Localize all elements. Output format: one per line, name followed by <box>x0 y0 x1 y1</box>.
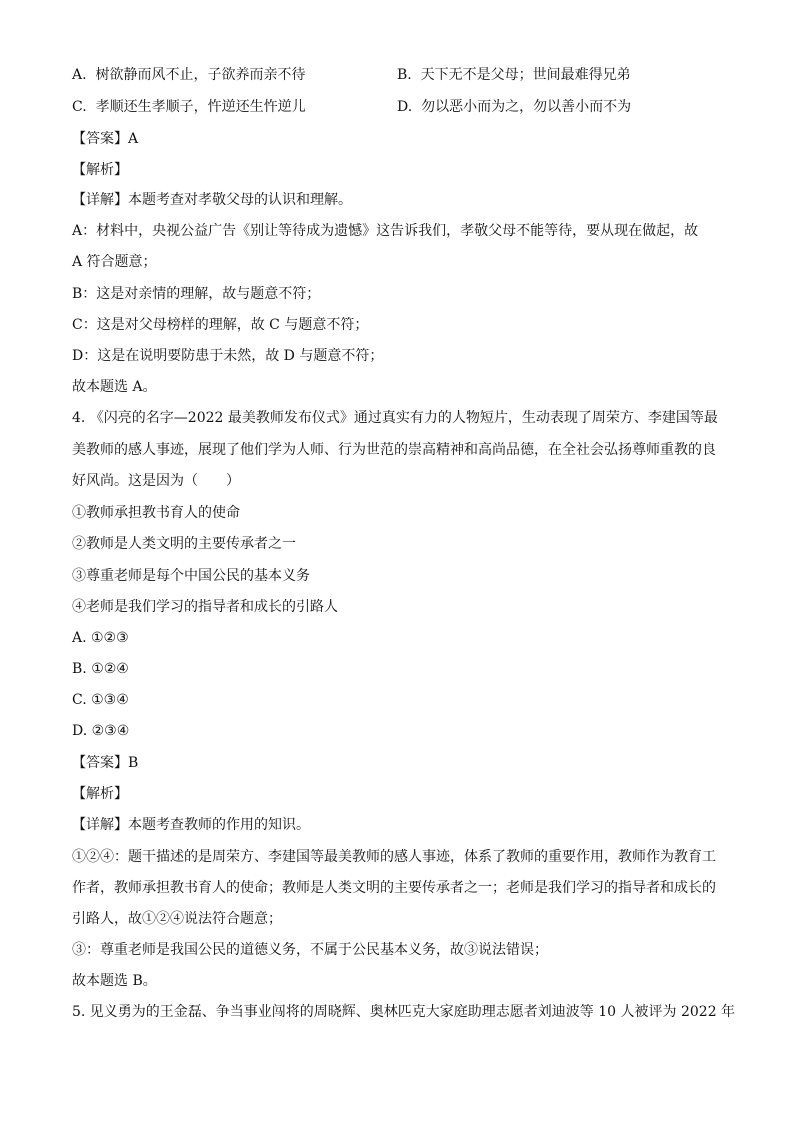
option-c: C. 孝顺还生孝顺子，忤逆还生忤逆儿 <box>72 99 306 115</box>
q4-analysis-line: 引路人，故①②④说法符合题意； <box>72 911 282 927</box>
q3-analysis-line: D：这是在说明要防患于未然，故 D 与题意不符； <box>72 348 384 364</box>
q4-analysis-heading: 【解析】 <box>72 786 128 802</box>
q4-choice-d: D. ②③④ <box>72 723 130 739</box>
q4-statement: ④老师是我们学习的指导者和成长的引路人 <box>72 599 338 615</box>
q3-analysis-heading: 【解析】 <box>72 162 128 178</box>
q4-stem-line: 美教师的感人事迹，展现了他们学为人师、行为世范的崇高精神和高尚品德，在全社会弘扬尊师重教的良 <box>72 442 716 458</box>
q4-statement: ①教师承担教书育人的使命 <box>72 505 240 521</box>
q4-detail: 【详解】本题考查教师的作用的知识。 <box>72 817 310 833</box>
q3-analysis-line: C：这是对父母榜样的理解，故 C 与题意不符； <box>72 317 369 333</box>
q3-analysis-line: A：材料中，央视公益广告《别让等待成为遗憾》这告诉我们，孝敬父母不能等待，要从现在做起，故 <box>72 223 699 239</box>
q4-analysis-line: ①②④：题干描述的是周荣方、李建国等最美教师的感人事迹，体系了教师的重要作用，教师作为教育工 <box>72 849 716 865</box>
q5-stem-line: 5. 见义勇为的王金磊、争当事业闯将的周晓辉、奥林匹克大家庭助理志愿者刘迪波等 10 人被评为 2022 年 <box>72 1004 736 1020</box>
q4-choice-b: B. ①②④ <box>72 661 129 677</box>
q4-analysis-line: 作者，教师承担教书育人的使命；教师是人类文明的主要传承者之一；老师是我们学习的指导者和成长的 <box>72 880 716 896</box>
q4-choice-a: A. ①②③ <box>72 630 129 646</box>
q4-statement: ③尊重老师是每个中国公民的基本义务 <box>72 568 310 584</box>
q4-analysis-line: ③：尊重老师是我国公民的道德义务，不属于公民基本义务，故③说法错误； <box>72 942 548 958</box>
option-d: D. 勿以恶小而为之，勿以善小而不为 <box>397 99 632 115</box>
q4-stem-line: 好风尚。这是因为（ ） <box>72 473 240 489</box>
q3-conclusion: 故本题选 A。 <box>72 379 157 395</box>
q4-statement: ②教师是人类文明的主要传承者之一 <box>72 536 296 552</box>
q3-answer: 【答案】A <box>72 131 139 147</box>
q3-detail: 【详解】本题考查对孝敬父母的认识和理解。 <box>72 192 352 208</box>
q3-analysis-line: A 符合题意； <box>72 254 157 270</box>
option-a: A. 树欲静而风不止，子欲养而亲不待 <box>72 67 306 83</box>
q4-choice-c: C. ①③④ <box>72 692 129 708</box>
q4-answer: 【答案】B <box>72 755 139 771</box>
option-b: B. 天下无不是父母；世间最难得兄弟 <box>397 67 631 83</box>
q3-analysis-line: B：这是对亲情的理解，故与题意不符； <box>72 286 321 302</box>
q4-conclusion: 故本题选 B。 <box>72 973 157 989</box>
q4-stem-line: 4. 《闪亮的名字—2022 最美教师发布仪式》通过真实有力的人物短片，生动表现了周荣方、李建国等最 <box>72 410 718 426</box>
